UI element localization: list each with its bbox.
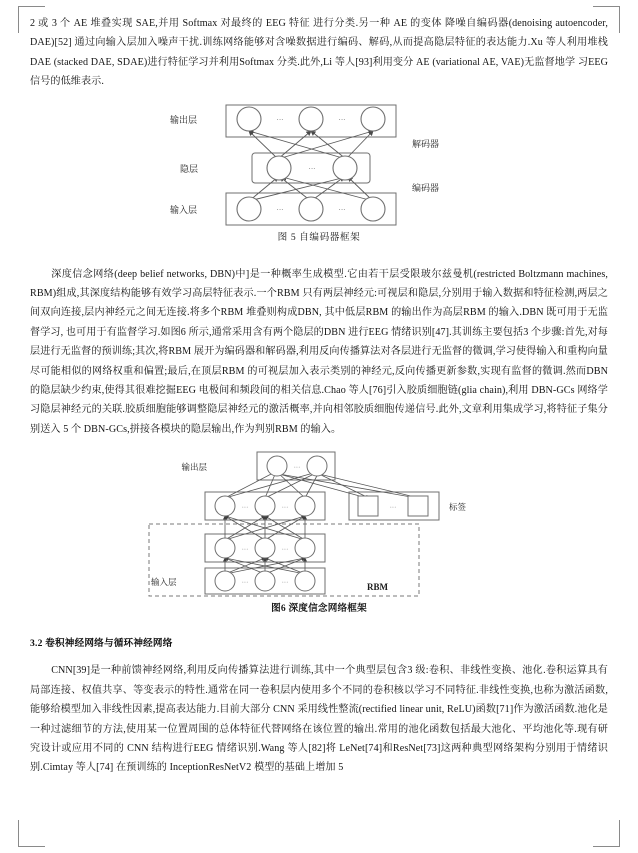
figure-6-ellipsis: ··· <box>389 504 397 512</box>
figure-5-label-input: 输入层 <box>170 204 198 215</box>
crop-mark-bottom-left <box>18 820 45 847</box>
figure-5-autoencoder <box>30 101 608 243</box>
page-content <box>30 14 608 778</box>
input-node <box>361 197 385 221</box>
figure-5-svg <box>154 101 484 229</box>
hidden2-node <box>255 496 275 516</box>
hidden1-node <box>215 538 235 558</box>
figure-6-ellipsis: ··· <box>241 546 249 554</box>
hidden2-node <box>215 496 235 516</box>
hidden1-node <box>255 538 275 558</box>
figure-5-ellipsis: ··· <box>338 115 346 124</box>
figure-6-label-tag: 标签 <box>449 502 467 513</box>
hidden-node <box>333 156 357 180</box>
figure-6-ellipsis: ··· <box>281 579 289 587</box>
figure-6-dbn <box>30 448 608 614</box>
figure-6-ellipsis: ··· <box>281 546 289 554</box>
figure-6-label-output: 输出层 <box>181 462 207 473</box>
input-node <box>237 197 261 221</box>
output-node <box>307 456 327 476</box>
paragraph-autoencoder: 2 或 3 个 AE 堆叠实现 SAE,并用 Softmax 对最终的 EEG 特征 进行分类.另一种 AE 的变体 降噪自编码器(denoising autoencoder, DAE)[52] 通过向输入层加入噪声干扰.训练网络能够对含噪数据进行编码、解码,从而提高隐层特征的表达能力.Xu 等人利用堆栈 DAE (stacked DAE, SDAE)进行特征学习并利用Softmax 分类.此外,Li 等人[93]利用变分 AE (variational AE, VAE)无监督地学 习EEG 信号的低维表示. <box>30 18 608 88</box>
output-node <box>267 456 287 476</box>
spacer <box>30 243 608 265</box>
hidden-node <box>267 156 291 180</box>
paragraph-cnn-rnn: CNN[39]是一种前馈神经网络,利用反向传播算法进行训练,其中一个典型层包含3 级:卷积、非线性变换、池化.卷积运算具有局部连接、权值共享、等变表示的特性.通常在同一卷积层内使用多个不同的卷积核以学习不同特征.非线性变换,也称为激活函数,能够给模型加入非线性因素,提高表达能力.目前大部分 CNN 采用线性整流(rectified linear unit, ReLU)函数[71]作为激活函数.池化是一种过滤细节的方法,使用某一位置周围的总体特征代替网络在该位置的输出.常用的池化函数包括最大池化、平均池化等.现有研究设计或应用不同的 CNN 结构进行EEG 情绪识别.Wang 等人[82]将 LeNet[74]和ResNet[73]这两种典型网络架构分别用于情绪识别.Cimtay 等人[74] 在预训练的 InceptionResNetV2 模型的基础上增加 5 <box>30 665 608 774</box>
input-node <box>299 197 323 221</box>
figure-5-ellipsis: ··· <box>338 205 346 214</box>
spacer <box>30 439 608 448</box>
figure-5-caption: 图 5 自编码器框架 <box>277 231 361 243</box>
output-node <box>299 107 323 131</box>
figure-6-ellipsis: ··· <box>241 579 249 587</box>
figure-5-label-encoder: 编码器 <box>412 182 440 193</box>
spacer <box>30 92 608 101</box>
figure-6-ellipsis: ··· <box>293 464 301 472</box>
figure-5-diagram <box>30 101 608 229</box>
input-node <box>215 571 235 591</box>
figure-6-diagram <box>30 448 608 600</box>
output-node <box>237 107 261 131</box>
figure-5-ellipsis: ··· <box>276 115 284 124</box>
paragraph-dbn: 深度信念网络(deep belief networks, DBN)中]是一种概率生成模型.它由若干层受限玻尔兹曼机(restricted Boltzmann machines, RBM)组成,其深度结构能够有效学习高层特征表示.一个RBM 只有两层神经元:可视层和隐层,分别用于输入数据和特征检测,两层之间双向连接,层内神经元之间无连接.将多个RBM 堆叠则构成DBN, 其中低层RBM 的输出作为高层RBM 的输入.DBN 既可用于无监督学习, 也可用于有监督学习.如图6 所示,通常采用含有两个隐层的DBN 进行EEG 情绪识别[47].其训练主要包括3 个步骤:首先,对每层进行无监督的预训练;其次,将RBM 展开为编码器和解码器,利用反向传播算法对各层进行无监督的微调,学习使得输入和重构向量尽可能相似的网络权重和偏置;最后,在顶层RBM 的可视层加入表示类别的神经元,反向传播更新参数,实现有监督的微调.然而DBN 的隐层缺少约束,使得其很难挖掘EEG 电极间和频段间的相关信息.Chao 等人[76]引入胶质细胞链(glia chain),利用 DBN-GCs 网络学习隐层神经元的关联.胶质细胞能够调整隐层神经元的激活概率,并向相邻胶质细胞传递信号.此外,文章利用集成学习,将特征子集分别送入 5 个 DBN-GCs,拼接各模块的隐层输出,作为判别RBM 的输入。 <box>30 268 608 435</box>
input-node <box>255 571 275 591</box>
figure-5-ellipsis: ··· <box>308 164 316 173</box>
figure-6-label-input: 输入层 <box>151 577 177 588</box>
label-node <box>358 496 378 516</box>
figure-5-ellipsis: ··· <box>276 205 284 214</box>
spacer <box>30 614 608 636</box>
hidden1-node <box>295 538 315 558</box>
figure-6-label-rbm: RBM <box>367 582 388 593</box>
crop-mark-bottom-right <box>593 820 620 847</box>
label-node <box>408 496 428 516</box>
input-node <box>295 571 315 591</box>
figure-5-label-hidden: 隐层 <box>180 163 199 174</box>
figure-6-caption: 图6 深度信念网络框架 <box>271 603 367 615</box>
output-node <box>361 107 385 131</box>
section-heading-3-2: 3.2 卷积神经网络与循环神经网络 <box>30 638 173 650</box>
figure-6-svg <box>129 448 509 600</box>
figure-6-ellipsis: ··· <box>241 504 249 512</box>
figure-6-ellipsis: ··· <box>281 504 289 512</box>
figure-5-label-decoder: 解码器 <box>412 138 440 149</box>
hidden2-node <box>295 496 315 516</box>
figure-5-label-output: 输出层 <box>170 114 198 125</box>
spacer <box>30 652 608 661</box>
